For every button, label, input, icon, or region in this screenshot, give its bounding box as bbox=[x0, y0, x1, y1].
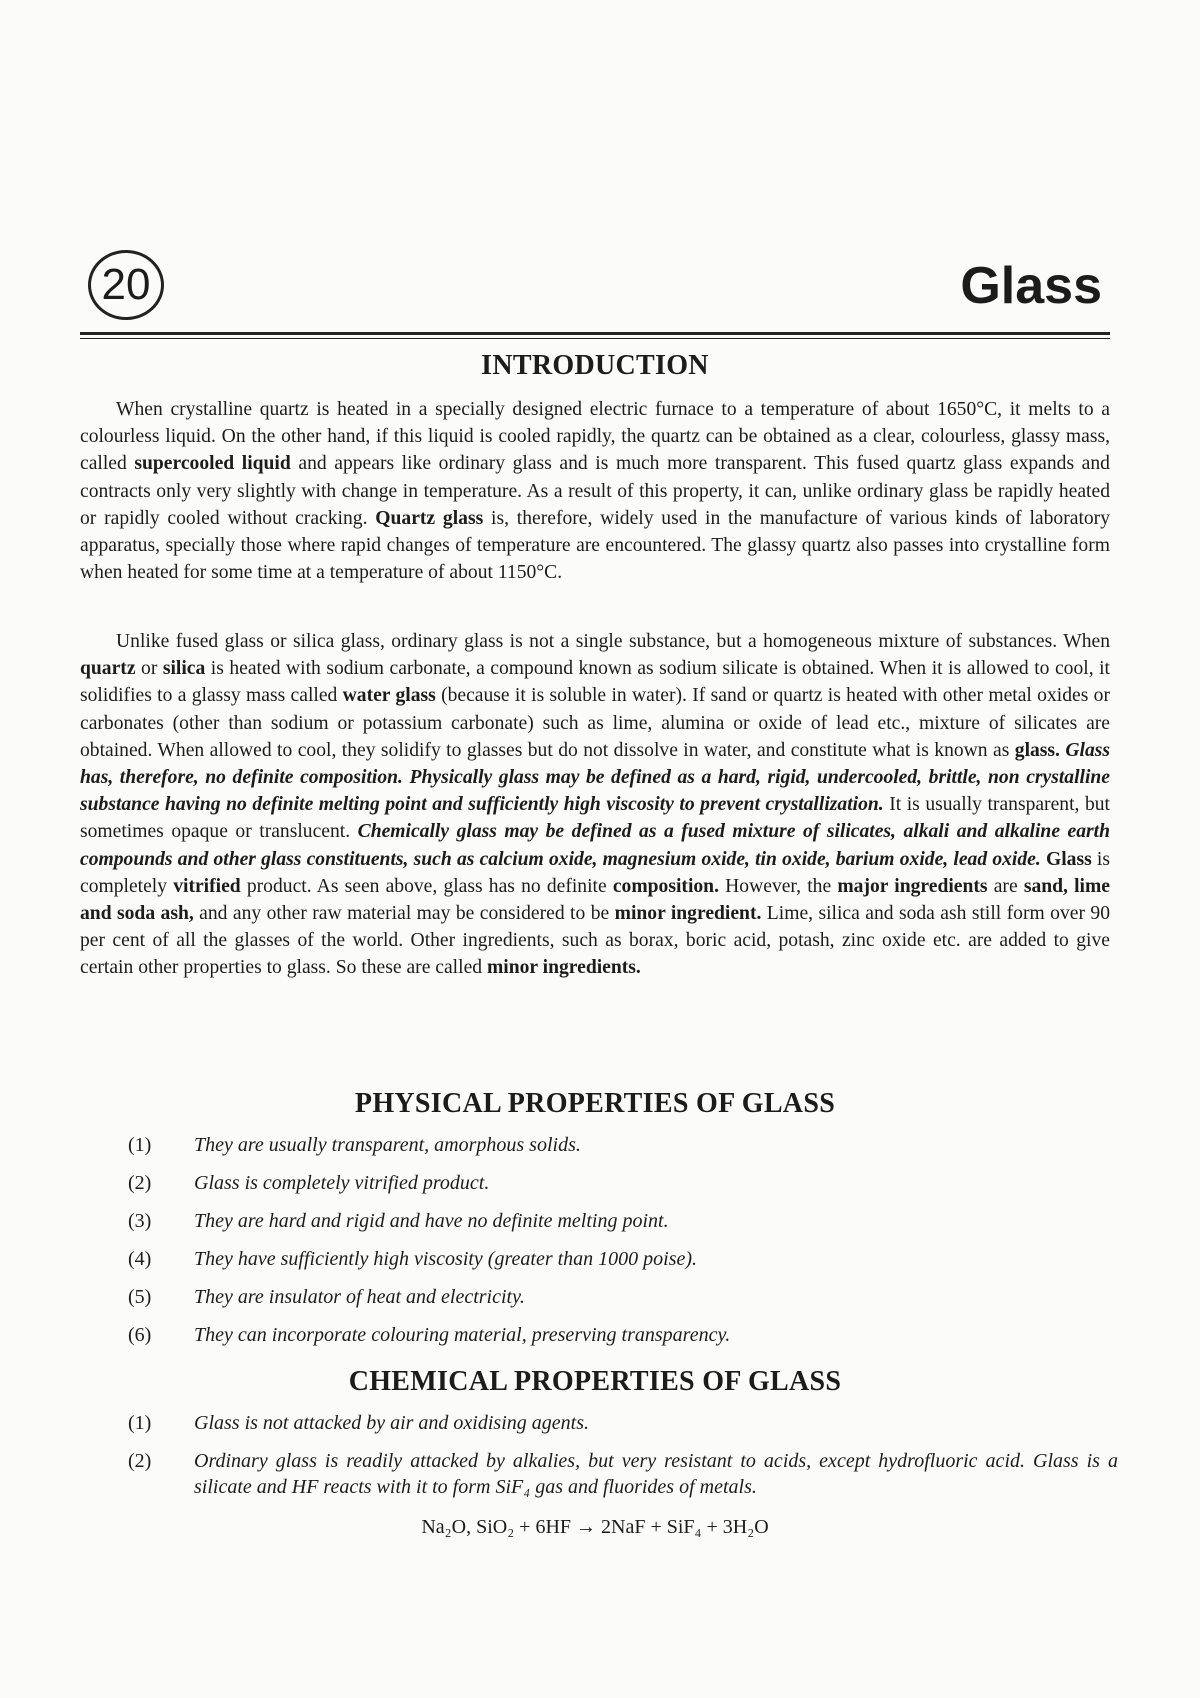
item-text: They are hard and rigid and have no definite melting point. bbox=[194, 1210, 669, 1232]
text-run-bold: Glass bbox=[1040, 848, 1092, 870]
item-number: (5) bbox=[128, 1286, 152, 1308]
item-number: (2) bbox=[128, 1450, 152, 1472]
item-number: (6) bbox=[128, 1324, 152, 1346]
list-item bbox=[128, 1284, 1118, 1310]
text-run-bold: silica bbox=[162, 658, 206, 680]
text-run: is, therefore, widely used in the manufacture of various kinds of laboratory apparatus, specially those where rapid changes of temperature are encountered. The glassy quartz also passes into crystalline form when heated for some time at a temperature of about 1150°C. bbox=[80, 507, 1111, 584]
list-item bbox=[128, 1132, 1118, 1158]
text-run: and any other raw material may be considered to be bbox=[193, 903, 615, 925]
text-run-bold: sand, lime and soda ash, bbox=[80, 875, 1110, 925]
text-run-bold: water glass bbox=[342, 685, 436, 707]
text-run: is completely bbox=[80, 848, 1110, 897]
text-run: or bbox=[135, 658, 163, 680]
list-item bbox=[128, 1322, 1118, 1348]
text-run: are bbox=[987, 875, 1024, 897]
text-run: (because it is soluble in water). If sand or quartz is heated with other metal oxides or carbonates (other than sodium or potassium carbonate) such as lime, alumina or oxide of lead etc., mixture of silicates are obtained. When allowed to cool, they solidify to glasses but do not dissolve in water, and constitute what is known as bbox=[80, 685, 1110, 761]
text-run-bold: minor ingredients. bbox=[486, 957, 641, 979]
header-rule bbox=[80, 332, 1110, 335]
text-run-bold-italic: Chemically glass may be defined as a fused mixture of silicates, alkali and alkaline earth compounds and other glass constituents, such as calcium oxide, magnesium oxide, tin oxide, barium oxide, lead oxide. bbox=[80, 821, 1110, 870]
text-run-bold: Quartz glass bbox=[375, 507, 484, 529]
item-text: Glass is completely vitrified product. bbox=[194, 1172, 490, 1194]
list-item bbox=[128, 1448, 1118, 1500]
item-text: Ordinary glass is readily attacked by alkalies, but very resistant to acids, except hydrofluoric acid. Glass is a silicate and HF reacts with it to form SiF₄ gas and fluorides of metals. bbox=[194, 1450, 1118, 1498]
page bbox=[80, 0, 1118, 1698]
item-text: Glass is not attacked by air and oxidising agents. bbox=[194, 1412, 589, 1434]
text-run: However, the bbox=[718, 875, 838, 897]
physical-properties-heading: PHYSICAL PROPERTIES OF GLASS bbox=[354, 1088, 836, 1119]
text-run-bold: major ingredients bbox=[837, 875, 988, 897]
text-run-bold: minor ingredient. bbox=[614, 903, 762, 925]
header-rule-thin bbox=[80, 338, 1110, 339]
item-number: (1) bbox=[128, 1134, 152, 1156]
reaction-equation: Na₂O, SiO₂ + 6HF → 2NaF + SiF₄ + 3H₂O bbox=[421, 1516, 769, 1538]
text-run: It is usually transparent, but sometimes opaque or translucent. bbox=[80, 794, 1110, 843]
chapter-number-badge: 20 bbox=[88, 250, 164, 320]
item-number: (3) bbox=[128, 1210, 152, 1232]
intro-heading: INTRODUCTION bbox=[481, 350, 709, 381]
text-run-bold: glass. bbox=[1014, 739, 1060, 761]
text-run-bold: vitrified bbox=[173, 875, 241, 897]
item-text: They are insulator of heat and electricity. bbox=[194, 1286, 525, 1308]
chemical-properties-heading: CHEMICAL PROPERTIES OF GLASS bbox=[348, 1366, 842, 1397]
item-text: They can incorporate colouring material, preserving transparency. bbox=[194, 1324, 731, 1346]
text-run: When crystalline quartz is heated in a specially designed electric furnace to a temperature of about 1650°C, it melts to a colourless liquid. On the other hand, if this liquid is cooled rapidly, the quartz can be obtained as a clear, colourless, glassy mass, called bbox=[80, 399, 1110, 475]
text-run-bold: supercooled liquid bbox=[134, 453, 291, 475]
text-run-bold-italic: Glass has, therefore, no definite composition. Physically glass may be defined as a hard, rigid, undercooled, brittle, non crystalline substance having no definite melting point and sufficiently high viscosity to prevent crystallization. bbox=[80, 739, 1111, 816]
text-run: Lime, silica and soda ash still form over 90 per cent of all the glasses of the world. Other ingredients, such as borax, boric acid, potash, zinc oxide etc. are added to give certain other properties to glass. So these are called bbox=[80, 903, 1110, 979]
item-text: They have sufficiently high viscosity (greater than 1000 poise). bbox=[194, 1248, 698, 1270]
intro-paragraph-1 bbox=[80, 396, 1110, 586]
chemical-properties-list bbox=[128, 1410, 1118, 1500]
text-run-bold: quartz bbox=[80, 658, 136, 680]
text-run: is heated with sodium carbonate, a compound known as sodium silicate is obtained. When it is allowed to cool, it solidifies to a glassy mass called bbox=[80, 658, 1110, 707]
item-text: They are usually transparent, amorphous solids. bbox=[194, 1134, 581, 1156]
text-run: and appears like ordinary glass and is much more transparent. This fused quartz glass expands and contracts only very slightly with change in temperature. As a result of this property, it can, unlike ordinary glass be rapidly heated or rapidly cooled without cracking. bbox=[80, 453, 1110, 529]
text-run: Unlike fused glass or silica glass, ordinary glass is not a single substance, but a homogeneous mixture of substances. When bbox=[116, 631, 1110, 652]
list-item bbox=[128, 1246, 1118, 1272]
intro-paragraph-2 bbox=[80, 628, 1110, 982]
item-number: (4) bbox=[128, 1248, 152, 1270]
list-item bbox=[128, 1410, 1118, 1436]
chapter-header bbox=[80, 250, 1110, 320]
item-number: (1) bbox=[128, 1412, 152, 1434]
chapter-title: Glass bbox=[960, 257, 1102, 315]
physical-properties-list bbox=[128, 1132, 1118, 1348]
item-number: (2) bbox=[128, 1172, 152, 1194]
text-run-bold: composition. bbox=[612, 875, 719, 897]
list-item bbox=[128, 1170, 1118, 1196]
list-item bbox=[128, 1208, 1118, 1234]
text-run: product. As seen above, glass has no definite bbox=[240, 875, 613, 897]
